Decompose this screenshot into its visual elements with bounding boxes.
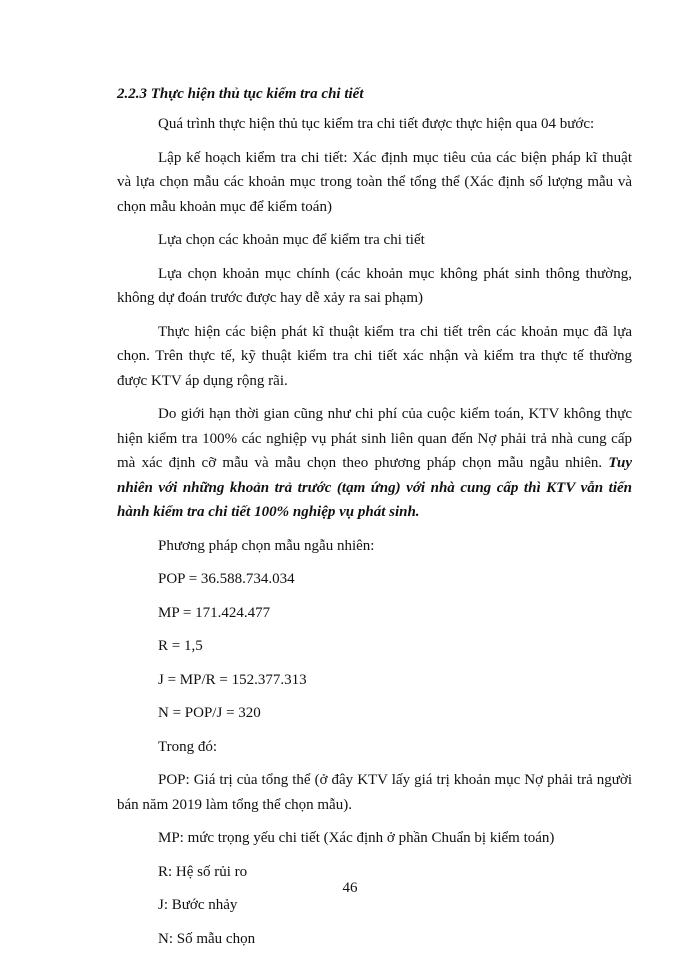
page-number: 46 xyxy=(342,880,358,896)
body-text xyxy=(117,112,632,960)
line-pop: POP = 36.588.734.034 xyxy=(158,571,295,587)
definition-n: N: Số mẫu chọn xyxy=(158,930,256,947)
sampling-note-text: Do giới hạn thời gian cũng như chi phí của cuộc kiểm toán, KTV không thực hiện kiểm tra 100% các nghiệp vụ phát sinh liên quan đến Nợ phải trả nhà cung cấp mà xác định cỡ mẫu và mẫu chọn theo phương pháp chọn mẫu ngẫu nhiên. xyxy=(117,406,632,471)
line-r: R = 1,5 xyxy=(158,638,203,654)
paragraph-intro: Quá trình thực hiện thủ tục kiểm tra chi tiết được thực hiện qua 04 bước: xyxy=(158,116,595,132)
definition-j: J: Bước nhảy xyxy=(158,897,238,913)
paragraph-step-1: Lập kế hoạch kiểm tra chi tiết: Xác định mục tiêu của các biện pháp kĩ thuật và lựa chọn mẫu các khoản mục trong toàn thể tổng thể (Xác định số lượng mẫu và chọn mẫu khoản mục để kiểm toán) xyxy=(117,149,632,215)
line-n: N = POP/J = 320 xyxy=(158,705,261,721)
paragraph-step-2: Lựa chọn các khoản mục để kiểm tra chi tiết xyxy=(158,232,425,248)
line-where: Trong đó: xyxy=(158,738,218,755)
paragraph-step-4: Thực hiện các biện phát kĩ thuật kiểm tra chi tiết trên các khoản mục đã lựa chọn. Trên thực tế, kỹ thuật kiểm tra chi tiết xác nhận và kiểm tra thực tế thường được KTV áp dụng rộng rãi. xyxy=(117,323,632,389)
definition-pop: POP: Giá trị của tổng thể (ở đây KTV lấy giá trị khoản mục Nợ phải trả người bán năm 2019 làm tổng thể chọn mẫu). xyxy=(117,772,632,813)
line-method: Phương pháp chọn mẫu ngẫu nhiên: xyxy=(158,537,375,554)
section-heading: 2.2.3 Thực hiện thủ tục kiểm tra chi tiết xyxy=(117,86,364,102)
definition-mp: MP: mức trọng yếu chi tiết (Xác định ở phần Chuẩn bị kiểm toán) xyxy=(158,830,555,846)
definition-r: R: Hệ số rủi ro xyxy=(158,863,248,880)
sampling-note-emphasis: Tuy nhiên với những khoản trả trước (tạm ứng) với nhà cung cấp thì KTV vẫn tiến hành kiểm tra chi tiết 100% nghiệp vụ phát sinh. xyxy=(117,455,632,520)
paragraph-sampling-note xyxy=(117,402,632,525)
paragraph-step-3: Lựa chọn khoản mục chính (các khoản mục không phát sinh thông thường, không dự đoán trước được hay dễ xảy ra sai phạm) xyxy=(117,265,632,306)
line-j: J = MP/R = 152.377.313 xyxy=(158,671,307,688)
line-mp: MP = 171.424.477 xyxy=(158,604,271,621)
